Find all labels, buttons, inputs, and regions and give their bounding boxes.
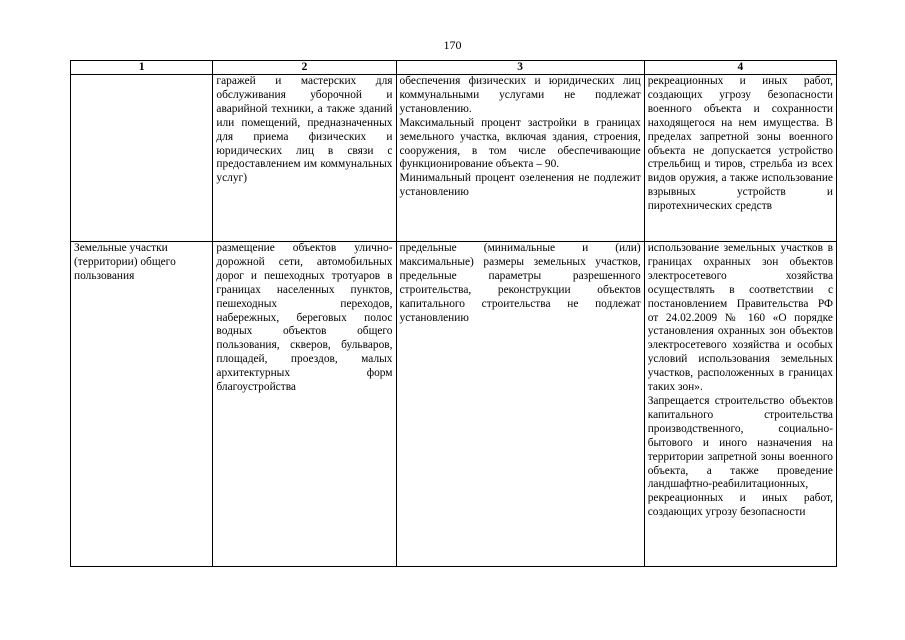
cell-paragraph: обеспечения физических и юридических лиц коммунальными услугами не подлежат установлению. <box>399 75 641 115</box>
cell-paragraph: Максимальный процент застройки в границах земельного участка, включая здания, строения, сооружения, в том числе обеспечивающие функционирование объекта – 90. <box>399 116 641 171</box>
header-col-4: 4 <box>644 61 836 75</box>
table-row <box>71 242 837 567</box>
cell-paragraph: Запрещается строительство объектов капитального строительства производственного, социально-бытового и иного назначения на территории запретной зоны военного объекта, а также проведение ландшафтно-реабилитационных, рекреационных и иных работ, создающих угрозу безопасности <box>647 394 833 519</box>
header-col-1: 1 <box>71 61 213 75</box>
cell-zone-name <box>71 75 213 242</box>
zoning-table <box>70 60 837 567</box>
cell-zone-name <box>71 242 213 567</box>
cell-paragraph: Земельные участки (территории) общего пользования <box>74 242 176 282</box>
cell-paragraph: Минимальный процент озеленения не подлежит установлению <box>399 172 641 199</box>
cell-parameters <box>396 242 644 567</box>
cell-paragraph: использование земельных участков в границах охранных зон объектов электросетевого хозяйства осуществлять в соответствии с постановлением Правительства РФ от 24.02.2009 № 160 «О порядке установления охранных зон объектов электросетевого хозяйства и особых условий использования земельных участков, расположенных в границах таких зон». <box>647 242 833 394</box>
cell-paragraph: рекреационных и иных работ, создающих угрозу безопасности военного объекта и сохранности находящегося на нем имущества. В пределах запретной зоны военного объекта не допускается устройство стрельбищ и тиров, стрельба из всех видов оружия, а также использование взрывных устройств и пиротехнических средств <box>647 75 833 213</box>
cell-paragraph: гаражей и мастерских для обслуживания уборочной и аварийной техники, а также зданий или помещений, предназначенных для приема физических и юридических лиц в связи с предоставлением им коммунальных услуг) <box>216 75 393 185</box>
cell-paragraph: предельные (минимальные и (или) максимальные) размеры земельных участков, предельные параметры разрешенного строительства, реконструкции объектов капитального строительства не подлежат установлению <box>399 242 641 324</box>
table-row <box>71 75 837 242</box>
cell-paragraph: размещение объектов улично-дорожной сети, автомобильных дорог и пешеходных тротуаров в границах населенных пунктов, пешеходных переходов, набережных, береговых полос водных объектов общего пользования, скверов, бульваров, площадей, проездов, малых архитектурных форм благоустройства <box>216 242 393 394</box>
cell-parameters <box>396 75 644 242</box>
cell-permitted-use <box>213 242 396 567</box>
table-header-row <box>71 61 837 75</box>
header-col-2: 2 <box>213 61 396 75</box>
cell-permitted-use <box>213 75 396 242</box>
cell-restrictions <box>644 242 836 567</box>
cell-restrictions <box>644 75 836 242</box>
header-col-3: 3 <box>396 61 644 75</box>
page-number: 170 <box>443 38 462 52</box>
